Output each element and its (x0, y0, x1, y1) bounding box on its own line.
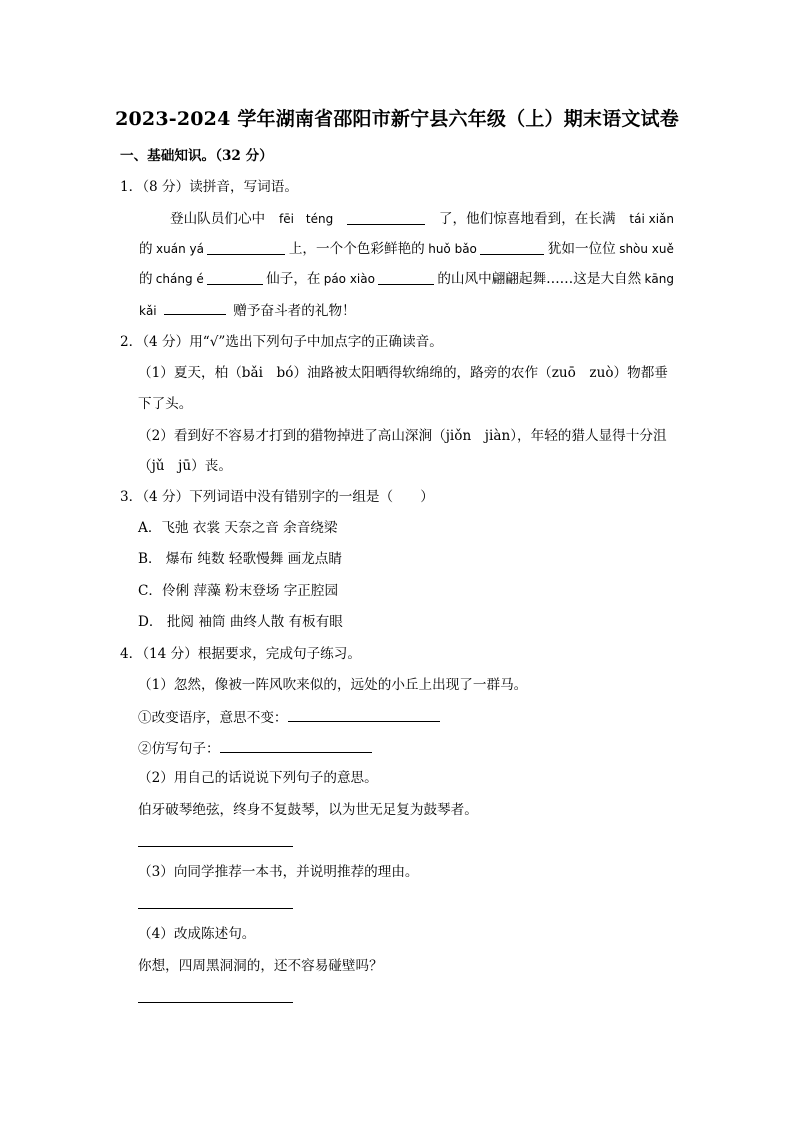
q3-option-d[interactable]: D． 批阅 袖筒 曲终人散 有板有眼 (138, 614, 343, 630)
q4-part-3: （3）向同学推荐一本书，并说明推荐的理由。 (138, 864, 419, 880)
q1-text: 的 (139, 271, 153, 287)
pinyin: fēi téng (278, 212, 334, 226)
pinyin: shòu xuě (619, 242, 674, 256)
answer-blank[interactable] (207, 270, 263, 285)
q2-heading: 2．（4 分）用“√”选出下列句子中加点字的正确读音。 (120, 334, 443, 350)
q2-sentence-2: （2）看到好不容易才打到的猎物掉进了高山深涧（jiǒn jiàn），年轻的猎人显得十分沮 (138, 428, 667, 444)
answer-line[interactable] (138, 908, 293, 909)
q1-text: 的山风中翩翩起舞……这是大自然 (437, 271, 642, 287)
pinyin: kāng (644, 272, 674, 286)
q1-text: 登山队员们心中 (170, 211, 266, 227)
q3-option-b[interactable]: B． 爆布 纯数 轻歌慢舞 画龙点睛 (138, 551, 342, 567)
answer-blank[interactable] (347, 210, 425, 225)
q3-option-c[interactable]: C．伶俐 萍藻 粉末登场 字正腔园 (138, 583, 339, 599)
q2-sentence-2-cont: （jǔ jū）丧。 (138, 458, 232, 474)
q1-text: 犹如一位位 (547, 241, 616, 257)
q2-sentence-1: （1）夏天，柏（bǎi bó）油路被太阳晒得软绵绵的，路旁的农作（zuō zuò）物都垂 (138, 365, 668, 381)
exam-title: 2023-2024 学年湖南省邵阳市新宁县六年级（上）期末语文试卷 (115, 108, 679, 130)
q1-text: 的 (139, 241, 153, 257)
q1-text: 仙子，在 (266, 271, 321, 287)
pinyin: tái xiǎn (629, 212, 674, 226)
q1-line-2 (139, 240, 674, 258)
q1-heading: 1．（8 分）读拼音，写词语。 (120, 179, 298, 195)
answer-line[interactable] (138, 846, 293, 847)
q1-line-3 (139, 270, 674, 288)
q4-part-4: （4）改成陈述句。 (138, 926, 256, 942)
answer-blank[interactable] (480, 240, 544, 255)
q4-part-1b-prompt: ②仿写句子： (138, 741, 220, 757)
q1-text: 赠予奋斗者的礼物！ (233, 303, 356, 319)
q2-sentence-1-cont: 下了头。 (138, 396, 193, 412)
pinyin: huǒ bǎo (428, 242, 477, 256)
pinyin: kǎi (139, 304, 157, 318)
section-heading: 一、基础知识。（32 分） (120, 148, 273, 164)
pinyin: cháng é (155, 272, 204, 286)
q4-part-1a (138, 707, 440, 727)
q1-text: 上，一个个色彩鲜艳的 (288, 241, 425, 257)
q4-part-2-sentence: 伯牙破琴绝弦，终身不复鼓琴，以为世无足复为鼓琴者。 (138, 802, 478, 818)
q1-text: 了，他们惊喜地看到，在长满 (438, 211, 616, 227)
q4-part-1: （1）忽然，像被一阵风吹来似的，远处的小丘上出现了一群马。 (138, 677, 528, 693)
pinyin: xuán yá (156, 242, 204, 256)
q1-line-1 (139, 210, 674, 228)
answer-blank[interactable] (378, 270, 434, 285)
answer-blank[interactable] (207, 240, 285, 255)
q4-part-4-sentence: 你想，四周黑洞洞的，还不容易碰壁吗？ (138, 958, 383, 974)
q3-option-a[interactable]: A．飞弛 衣裳 天奈之音 余音绕梁 (138, 520, 338, 536)
q4-part-1b (138, 738, 372, 758)
answer-line[interactable] (138, 1002, 293, 1003)
answer-blank[interactable] (220, 738, 372, 753)
answer-blank[interactable] (164, 300, 226, 315)
answer-blank[interactable] (288, 707, 440, 722)
q4-part-2: （2）用自己的话说说下列句子的意思。 (138, 770, 378, 786)
pinyin: páo xiào (323, 272, 375, 286)
q4-heading: 4．（14 分）根据要求，完成句子练习。 (120, 646, 361, 662)
q4-part-1a-prompt: ①改变语序，意思不变： (138, 710, 288, 726)
q3-heading: 3．（4 分）下列词语中没有错别字的一组是（ ） (120, 489, 434, 505)
q1-line-4 (139, 300, 356, 320)
